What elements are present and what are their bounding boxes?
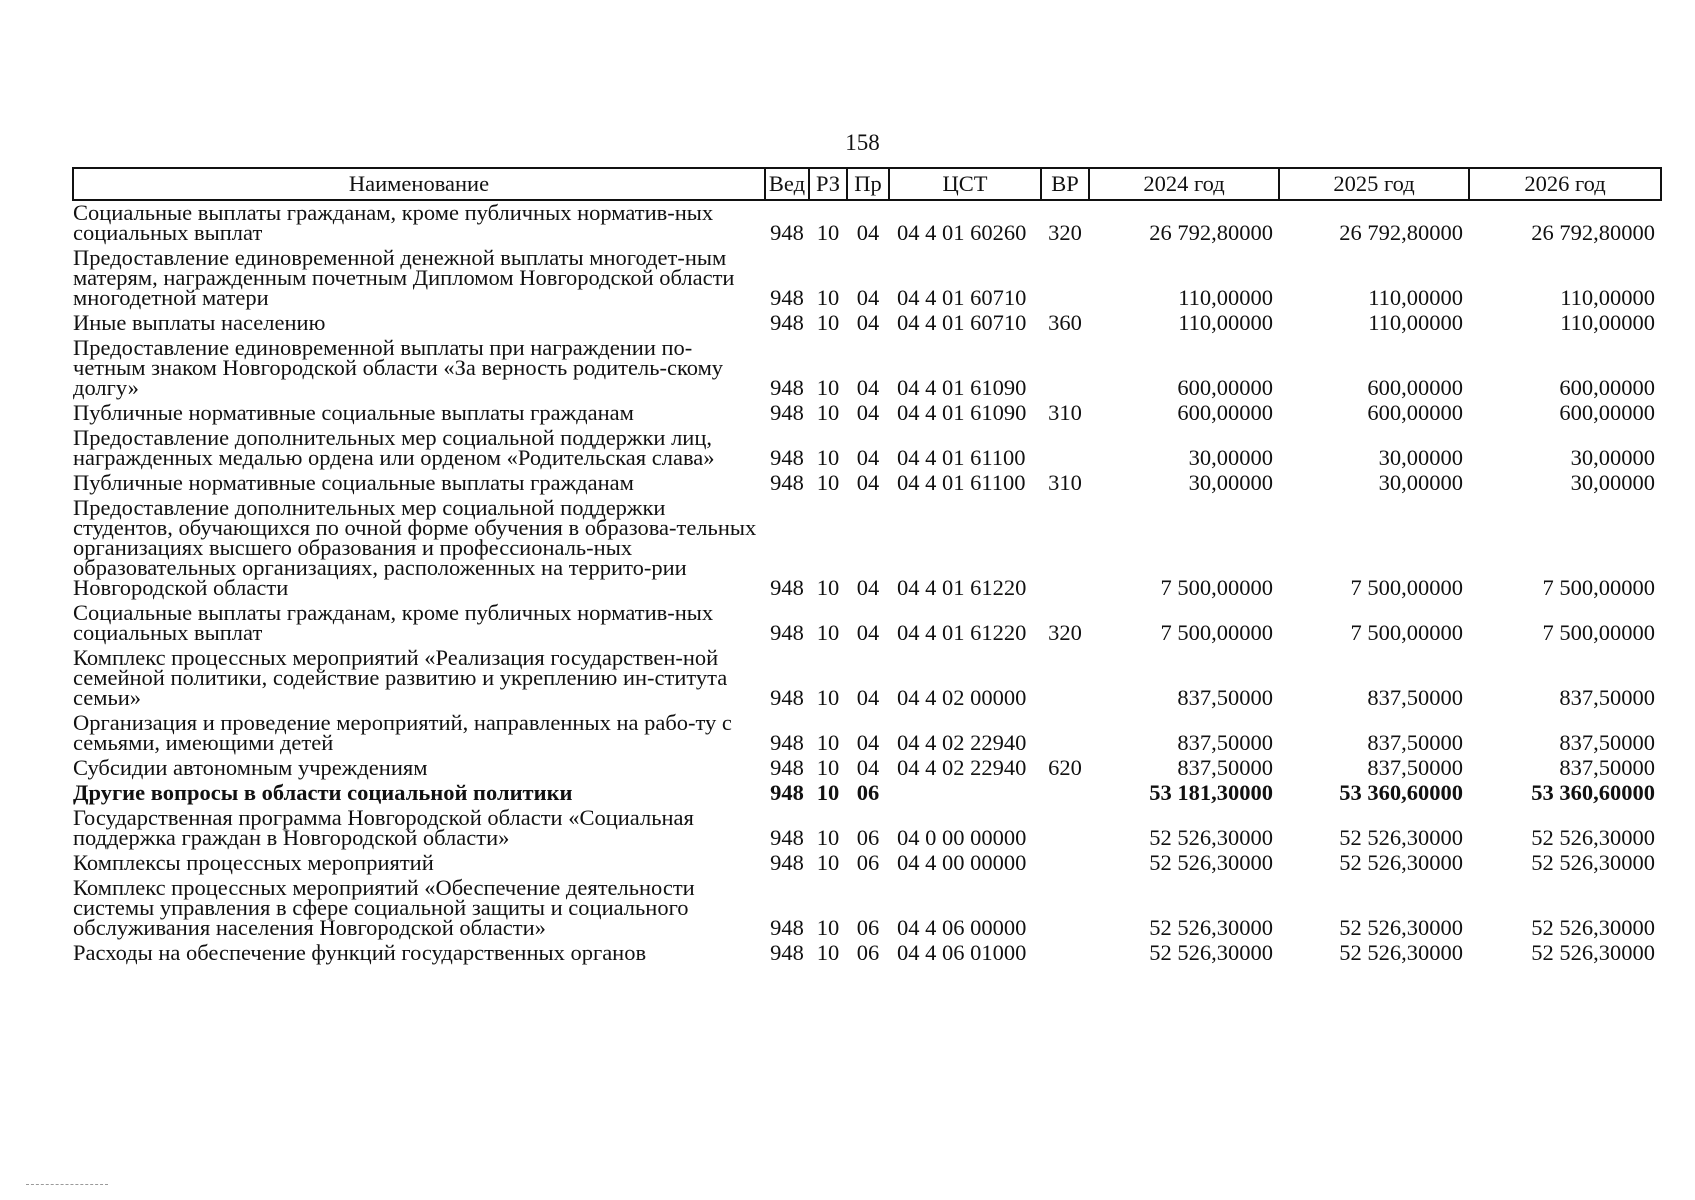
- cell-2025: 53 360,60000: [1339, 780, 1463, 805]
- cell-2024: 52 526,30000: [1149, 915, 1273, 940]
- cell-name: Другие вопросы в области социальной политики: [73, 780, 573, 805]
- cell-rz: 10: [816, 825, 840, 850]
- cell-2026: 837,50000: [1559, 755, 1655, 780]
- table-row: [73, 756, 1661, 781]
- cell-rz: 10: [816, 730, 840, 755]
- cell-pr: 04: [856, 375, 880, 400]
- cell-2026: 110,00000: [1560, 310, 1655, 335]
- header-vr: ВР: [1041, 168, 1089, 200]
- cell-2024: 30,00000: [1188, 445, 1273, 470]
- cell-ved: 948: [770, 850, 804, 875]
- cell-name: Социальные выплаты гражданам, кроме публичных норматив-ных социальных выплат: [73, 600, 714, 645]
- cell-rz: 10: [816, 470, 840, 495]
- cell-pr: 06: [856, 850, 880, 875]
- cell-rz: 10: [816, 755, 840, 780]
- header-ved: Вед: [765, 168, 809, 200]
- cell-2024: 7 500,00000: [1160, 575, 1273, 600]
- cell-pr: 04: [856, 310, 880, 335]
- table-row: [73, 806, 1661, 851]
- cell-vr: [1041, 781, 1089, 806]
- cell-ved: 948: [770, 400, 804, 425]
- cell-pr: 04: [856, 755, 880, 780]
- cell-cst: 04 0 00 00000: [897, 825, 1027, 850]
- cell-name: Комплекс процессных мероприятий «Реализация государствен-ной семейной политики, содействие развитию и укреплению ин-ститута семьи»: [73, 645, 728, 710]
- cell-vr: 620: [1048, 755, 1082, 780]
- cell-cst: 04 4 00 00000: [897, 850, 1027, 875]
- cell-2026: 26 792,80000: [1531, 220, 1655, 245]
- header-2024: 2024 год: [1089, 168, 1279, 200]
- cell-2025: 110,00000: [1368, 310, 1463, 335]
- budget-table: [72, 167, 1662, 966]
- cell-rz: 10: [816, 375, 840, 400]
- cell-vr: 310: [1048, 400, 1082, 425]
- cell-2026: 7 500,00000: [1542, 575, 1655, 600]
- page-number: 158: [845, 130, 880, 155]
- cell-vr: 320: [1048, 620, 1082, 645]
- cell-pr: 04: [856, 445, 880, 470]
- cell-2025: 52 526,30000: [1339, 915, 1463, 940]
- table-row: [73, 876, 1661, 941]
- table-row: [73, 941, 1661, 966]
- cell-rz: 10: [816, 220, 840, 245]
- cell-vr: 310: [1048, 470, 1082, 495]
- cell-2024: 837,50000: [1177, 685, 1273, 710]
- cell-2026: 837,50000: [1559, 730, 1655, 755]
- cell-2024: 52 526,30000: [1149, 850, 1273, 875]
- cell-2025: 26 792,80000: [1339, 220, 1463, 245]
- cell-name: Предоставление единовременной денежной выплаты многодет-ным матерям, награжденным почетным Дипломом Новгородской области многодетной матери: [73, 245, 735, 310]
- cell-name: Предоставление единовременной выплаты при награждении по-четным знаком Новгородской области «За верность родитель-скому долгу»: [73, 335, 724, 400]
- cell-pr: 04: [856, 400, 880, 425]
- cell-vr: [1041, 941, 1089, 966]
- cell-vr: [1041, 851, 1089, 876]
- cell-2025: 30,00000: [1378, 470, 1463, 495]
- cell-2024: 52 526,30000: [1149, 825, 1273, 850]
- cell-ved: 948: [770, 285, 804, 310]
- cell-cst: 04 4 01 61100: [897, 445, 1026, 470]
- header-name: Наименование: [73, 168, 765, 200]
- header-pr: Пр: [847, 168, 889, 200]
- table-row: [73, 336, 1661, 401]
- header-2025: 2025 год: [1279, 168, 1469, 200]
- table-row: [73, 646, 1661, 711]
- cell-2024: 26 792,80000: [1149, 220, 1273, 245]
- cell-2026: 837,50000: [1559, 685, 1655, 710]
- cell-2026: 52 526,30000: [1531, 850, 1655, 875]
- cell-pr: 04: [856, 220, 880, 245]
- cell-2025: 837,50000: [1367, 755, 1463, 780]
- cell-ved: 948: [770, 220, 804, 245]
- cell-2024: 52 526,30000: [1149, 940, 1273, 965]
- cell-cst: 04 4 01 61090: [897, 400, 1027, 425]
- cell-ved: 948: [770, 915, 804, 940]
- cell-2024: 110,00000: [1178, 310, 1273, 335]
- table-row: [73, 200, 1661, 246]
- cell-pr: 04: [856, 470, 880, 495]
- cell-cst: 04 4 01 61100: [897, 470, 1026, 495]
- cell-ved: 948: [770, 575, 804, 600]
- cell-name: Социальные выплаты гражданам, кроме публичных норматив-ных социальных выплат: [73, 200, 714, 245]
- cell-2025: 7 500,00000: [1350, 620, 1463, 645]
- table-row: [73, 311, 1661, 336]
- cell-name: Государственная программа Новгородской области «Социальная поддержка граждан в Новгородской области»: [73, 805, 694, 850]
- cell-2025: 30,00000: [1378, 445, 1463, 470]
- table-row: [73, 246, 1661, 311]
- cell-2026: 53 360,60000: [1531, 780, 1655, 805]
- cell-2024: 600,00000: [1177, 400, 1273, 425]
- cell-vr: [1041, 876, 1089, 941]
- cell-name: Комплексы процессных мероприятий: [73, 850, 434, 875]
- cell-cst: 04 4 01 60260: [897, 220, 1027, 245]
- cell-2025: 837,50000: [1367, 730, 1463, 755]
- table-row: [73, 781, 1661, 806]
- cell-2024: 837,50000: [1177, 755, 1273, 780]
- cell-2025: 52 526,30000: [1339, 825, 1463, 850]
- cell-ved: 948: [770, 825, 804, 850]
- cell-name: Предоставление дополнительных мер социальной поддержки лиц, награжденных медалью ордена или орденом «Родительская слава»: [73, 425, 715, 470]
- cell-2025: 7 500,00000: [1350, 575, 1463, 600]
- cell-vr: [1041, 496, 1089, 601]
- header-cst: ЦСТ: [889, 168, 1041, 200]
- cell-ved: 948: [770, 470, 804, 495]
- cell-name: Субсидии автономным учреждениям: [73, 755, 428, 780]
- cell-pr: 04: [856, 730, 880, 755]
- table-row: [73, 711, 1661, 756]
- header-2026: 2026 год: [1469, 168, 1661, 200]
- cell-2025: 110,00000: [1368, 285, 1463, 310]
- cell-vr: [1041, 806, 1089, 851]
- cell-pr: 04: [856, 620, 880, 645]
- cell-pr: 06: [856, 915, 880, 940]
- cell-name: Публичные нормативные социальные выплаты гражданам: [73, 400, 634, 425]
- cell-2026: 30,00000: [1570, 470, 1655, 495]
- cell-rz: 10: [816, 310, 840, 335]
- cell-rz: 10: [816, 285, 840, 310]
- cell-ved: 948: [770, 620, 804, 645]
- cell-2025: 52 526,30000: [1339, 940, 1463, 965]
- cell-vr: [1041, 426, 1089, 471]
- cell-ved: 948: [770, 940, 804, 965]
- cell-name: Публичные нормативные социальные выплаты гражданам: [73, 470, 634, 495]
- cell-pr: 04: [856, 685, 880, 710]
- header-rz: РЗ: [809, 168, 847, 200]
- cell-2026: 52 526,30000: [1531, 940, 1655, 965]
- cell-2024: 53 181,30000: [1149, 780, 1273, 805]
- cell-cst: [889, 781, 1041, 806]
- cell-pr: 06: [856, 825, 880, 850]
- cell-2026: 600,00000: [1559, 400, 1655, 425]
- cell-name: Расходы на обеспечение функций государственных органов: [73, 940, 647, 965]
- table-body: [73, 200, 1661, 966]
- cell-rz: 10: [816, 400, 840, 425]
- table-header-row: [73, 168, 1661, 200]
- cell-ved: 948: [770, 375, 804, 400]
- cell-cst: 04 4 01 60710: [897, 310, 1027, 335]
- cell-vr: [1041, 646, 1089, 711]
- cell-2026: 7 500,00000: [1542, 620, 1655, 645]
- cell-2024: 30,00000: [1188, 470, 1273, 495]
- cell-rz: 10: [816, 915, 840, 940]
- cell-ved: 948: [770, 780, 804, 805]
- table-row: [73, 601, 1661, 646]
- table-row: [73, 426, 1661, 471]
- cell-ved: 948: [770, 445, 804, 470]
- cell-vr: [1041, 246, 1089, 311]
- cell-2025: 600,00000: [1367, 375, 1463, 400]
- cell-ved: 948: [770, 310, 804, 335]
- scan-artifact-line: [26, 1184, 108, 1185]
- cell-rz: 10: [816, 940, 840, 965]
- cell-rz: 10: [816, 850, 840, 875]
- table-row: [73, 496, 1661, 601]
- table-row: [73, 471, 1661, 496]
- cell-2025: 600,00000: [1367, 400, 1463, 425]
- cell-name: Комплекс процессных мероприятий «Обеспечение деятельности системы управления в сфере социальной защиты и социального обслуживания населения Новгородской области»: [73, 875, 695, 940]
- cell-rz: 10: [816, 620, 840, 645]
- cell-cst: 04 4 01 60710: [897, 285, 1027, 310]
- cell-2026: 110,00000: [1560, 285, 1655, 310]
- cell-vr: 360: [1048, 310, 1082, 335]
- cell-2026: 30,00000: [1570, 445, 1655, 470]
- cell-rz: 10: [816, 780, 840, 805]
- cell-2026: 52 526,30000: [1531, 915, 1655, 940]
- table-row: [73, 401, 1661, 426]
- cell-ved: 948: [770, 730, 804, 755]
- cell-rz: 10: [816, 575, 840, 600]
- cell-vr: [1041, 711, 1089, 756]
- cell-pr: 06: [856, 780, 880, 805]
- cell-cst: 04 4 02 00000: [897, 685, 1027, 710]
- cell-2025: 52 526,30000: [1339, 850, 1463, 875]
- cell-name: Иные выплаты населению: [73, 310, 326, 335]
- cell-cst: 04 4 02 22940: [897, 730, 1027, 755]
- cell-2024: 837,50000: [1177, 730, 1273, 755]
- cell-rz: 10: [816, 685, 840, 710]
- cell-name: Предоставление дополнительных мер социальной поддержки студентов, обучающихся по очной форме обучения в образова-тельных организациях высшего образования и профессиональ-ных образовательных организациях, расположенных на террито-рии Новгородской области: [73, 495, 757, 600]
- cell-rz: 10: [816, 445, 840, 470]
- cell-2026: 52 526,30000: [1531, 825, 1655, 850]
- cell-ved: 948: [770, 685, 804, 710]
- cell-2024: 600,00000: [1177, 375, 1273, 400]
- cell-name: Организация и проведение мероприятий, направленных на рабо-ту с семьями, имеющими детей: [73, 710, 732, 755]
- cell-cst: 04 4 01 61220: [897, 620, 1027, 645]
- cell-cst: 04 4 06 01000: [897, 940, 1027, 965]
- cell-cst: 04 4 01 61220: [897, 575, 1027, 600]
- cell-2025: 837,50000: [1367, 685, 1463, 710]
- table-row: [73, 851, 1661, 876]
- cell-pr: 06: [856, 940, 880, 965]
- cell-pr: 04: [856, 285, 880, 310]
- cell-pr: 04: [856, 575, 880, 600]
- cell-cst: 04 4 02 22940: [897, 755, 1027, 780]
- cell-ved: 948: [770, 755, 804, 780]
- cell-cst: 04 4 01 61090: [897, 375, 1027, 400]
- cell-2024: 110,00000: [1178, 285, 1273, 310]
- cell-cst: 04 4 06 00000: [897, 915, 1027, 940]
- cell-vr: [1041, 336, 1089, 401]
- cell-vr: 320: [1048, 220, 1082, 245]
- cell-2024: 7 500,00000: [1160, 620, 1273, 645]
- cell-2026: 600,00000: [1559, 375, 1655, 400]
